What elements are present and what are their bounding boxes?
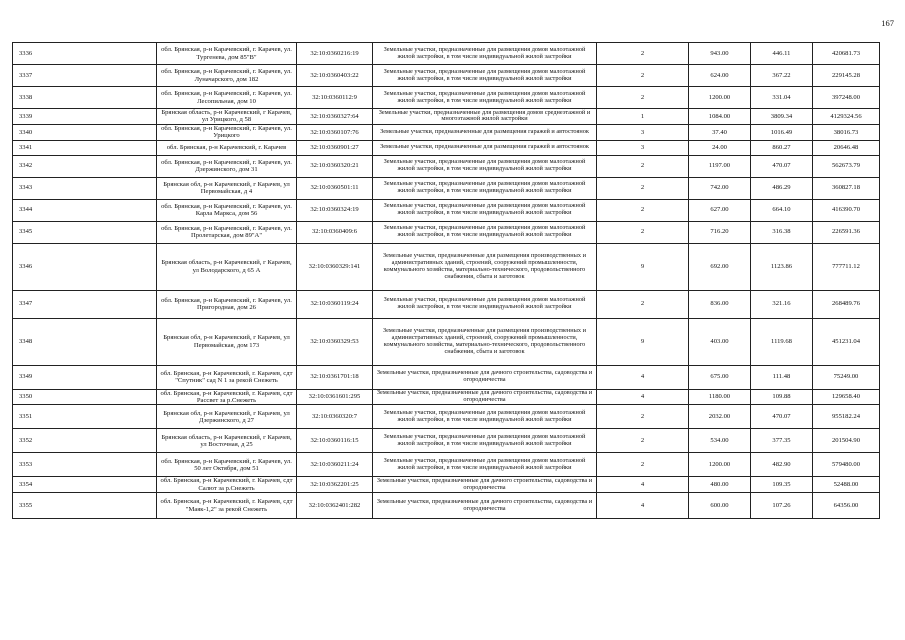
- table-row: [13, 365, 880, 389]
- rate-cell: 482.90: [751, 453, 813, 477]
- cadastral-number-cell: 32:10:0360116:15: [297, 429, 373, 453]
- group-cell: 2: [597, 199, 689, 221]
- address-cell: Брянская область, р-н Карачевский, г Карачев, ул Урицкого, д 58: [157, 109, 297, 125]
- group-cell: 4: [597, 493, 689, 519]
- address-cell: обл. Брянская, р-н Карачевский, г. Карачев, ул. Лесопильная, дом 10: [157, 87, 297, 109]
- land-use-cell: Земельные участки, предназначенные для размещения домов малоэтажной жилой застройки, в том числе индивидуальной жилой застройки: [373, 221, 597, 243]
- table-row: [13, 65, 880, 87]
- table-row: [13, 43, 880, 65]
- area-cell: 1084.00: [689, 109, 751, 125]
- address-cell: обл. Брянская, р-н Карачевский, г. Карачев, сдт "Маяк-1,2" за рекой Снежеть: [157, 493, 297, 519]
- rate-cell: 107.26: [751, 493, 813, 519]
- address-cell: обл. Брянская, р-н Карачевский, г. Карачев, ул. Пригородная, дом 26: [157, 290, 297, 318]
- land-use-cell: Земельные участки, предназначенные для размещения домов среднеэтажной и многоэтажной жилой застройки: [373, 109, 597, 125]
- cadastral-cost-cell: 75249.00: [813, 365, 880, 389]
- cadastral-number-cell: 32:10:0360119:24: [297, 290, 373, 318]
- address-cell: Брянская обл, р-н Карачевский, г Карачев, ул Дзержинского, д 27: [157, 405, 297, 429]
- address-cell: обл. Брянская, р-н Карачевский, г. Карачев, ул. Луначарского, дом 182: [157, 65, 297, 87]
- table-row: [13, 155, 880, 177]
- cadastral-cost-cell: 229145.28: [813, 65, 880, 87]
- cadastral-cost-cell: 416390.70: [813, 199, 880, 221]
- rate-cell: 3809.34: [751, 109, 813, 125]
- land-use-cell: Земельные участки, предназначенные для дачного строительства, садоводства и огородничества: [373, 389, 597, 405]
- cadastral-cost-cell: 420681.73: [813, 43, 880, 65]
- address-cell: обл. Брянская, р-н Карачевский, г. Карачев, сдт Салют за р.Снежеть: [157, 477, 297, 493]
- cadastral-number-cell: 32:10:0361701:18: [297, 365, 373, 389]
- row-number: 3342: [13, 155, 157, 177]
- group-cell: 4: [597, 477, 689, 493]
- cadastral-number-cell: 32:10:0362401:282: [297, 493, 373, 519]
- land-use-cell: Земельные участки, предназначенные для размещения домов малоэтажной жилой застройки, в том числе индивидуальной жилой застройки: [373, 87, 597, 109]
- table-row: [13, 199, 880, 221]
- address-cell: обл. Брянская, р-н Карачевский, г. Карачев, ул. Урицкого: [157, 124, 297, 140]
- area-cell: 2032.00: [689, 405, 751, 429]
- address-cell: обл. Брянская, р-н Карачевский, г. Карачев, ул. Тургенева, дом 85"В": [157, 43, 297, 65]
- cadastral-number-cell: 32:10:0360327:64: [297, 109, 373, 125]
- address-cell: Брянская обл, р-н Карачевский, г Карачев, ул Первомайская, дом 173: [157, 318, 297, 365]
- address-cell: Брянская область, р-н Карачевский, г Карачев, ул Восточная, д 25: [157, 429, 297, 453]
- area-cell: 624.00: [689, 65, 751, 87]
- area-cell: 716.20: [689, 221, 751, 243]
- group-cell: 2: [597, 177, 689, 199]
- row-number: 3348: [13, 318, 157, 365]
- cadastral-cost-cell: 52488.00: [813, 477, 880, 493]
- address-cell: обл. Брянская, р-н Карачевский, г. Карачев, ул. Дзержинского, дом 31: [157, 155, 297, 177]
- row-number: 3351: [13, 405, 157, 429]
- area-cell: 37.40: [689, 124, 751, 140]
- table-row: [13, 389, 880, 405]
- area-cell: 480.00: [689, 477, 751, 493]
- area-cell: 24.00: [689, 140, 751, 155]
- land-use-cell: Земельные участки, предназначенные для размещения гаражей и автостоянок: [373, 124, 597, 140]
- area-cell: 692.00: [689, 243, 751, 290]
- table-row: [13, 87, 880, 109]
- cadastral-number-cell: 32:10:0360216:19: [297, 43, 373, 65]
- rate-cell: 470.07: [751, 405, 813, 429]
- group-cell: 3: [597, 124, 689, 140]
- group-cell: 2: [597, 405, 689, 429]
- land-use-cell: Земельные участки, предназначенные для размещения домов малоэтажной жилой застройки, в том числе индивидуальной жилой застройки: [373, 199, 597, 221]
- group-cell: 2: [597, 429, 689, 453]
- table-row: [13, 221, 880, 243]
- area-cell: 675.00: [689, 365, 751, 389]
- area-cell: 1200.00: [689, 87, 751, 109]
- table-row: [13, 493, 880, 519]
- row-number: 3337: [13, 65, 157, 87]
- row-number: 3349: [13, 365, 157, 389]
- land-use-cell: Земельные участки, предназначенные для размещения домов малоэтажной жилой застройки, в том числе индивидуальной жилой застройки: [373, 43, 597, 65]
- cadastral-number-cell: 32:10:0360324:19: [297, 199, 373, 221]
- rate-cell: 111.48: [751, 365, 813, 389]
- cadastral-number-cell: 32:10:0360112:9: [297, 87, 373, 109]
- land-use-cell: Земельные участки, предназначенные для размещения домов малоэтажной жилой застройки, в том числе индивидуальной жилой застройки: [373, 429, 597, 453]
- land-use-cell: Земельные участки, предназначенные для размещения производственных и административных зданий, строений, сооружений промышленности, коммунального хозяйства, материально-технического, продовольственного снабжения, сбыта и заготовок: [373, 243, 597, 290]
- table-row: [13, 453, 880, 477]
- group-cell: 2: [597, 43, 689, 65]
- row-number: 3338: [13, 87, 157, 109]
- row-number: 3350: [13, 389, 157, 405]
- cadastral-cost-cell: 20646.48: [813, 140, 880, 155]
- cadastral-cost-cell: 451231.04: [813, 318, 880, 365]
- group-cell: 2: [597, 221, 689, 243]
- row-number: 3352: [13, 429, 157, 453]
- row-number: 3341: [13, 140, 157, 155]
- group-cell: 9: [597, 243, 689, 290]
- rate-cell: 316.38: [751, 221, 813, 243]
- address-cell: обл. Брянская, р-н Карачевский, г. Карачев, ул. Пролетарская, дом 89"А": [157, 221, 297, 243]
- address-cell: Брянская обл, р-н Карачевский, г Карачев, ул Первомайская, д 4: [157, 177, 297, 199]
- rate-cell: 486.29: [751, 177, 813, 199]
- area-cell: 1197.00: [689, 155, 751, 177]
- row-number: 3346: [13, 243, 157, 290]
- cadastral-cost-cell: 268489.76: [813, 290, 880, 318]
- group-cell: 3: [597, 140, 689, 155]
- area-cell: 1200.00: [689, 453, 751, 477]
- cadastral-cost-cell: 360827.18: [813, 177, 880, 199]
- cadastral-cost-cell: 226591.36: [813, 221, 880, 243]
- row-number: 3345: [13, 221, 157, 243]
- table-row: [13, 109, 880, 125]
- rate-cell: 446.11: [751, 43, 813, 65]
- cadastral-cost-cell: 38016.73: [813, 124, 880, 140]
- address-cell: обл. Брянская, р-н Карачевский, г. Карачев: [157, 140, 297, 155]
- table-row: [13, 405, 880, 429]
- table-row: [13, 177, 880, 199]
- cadastral-cost-cell: 579480.00: [813, 453, 880, 477]
- area-cell: 943.00: [689, 43, 751, 65]
- land-use-cell: Земельные участки, предназначенные для размещения домов малоэтажной жилой застройки, в том числе индивидуальной жилой застройки: [373, 405, 597, 429]
- land-use-cell: Земельные участки, предназначенные для размещения домов малоэтажной жилой застройки, в том числе индивидуальной жилой застройки: [373, 290, 597, 318]
- rate-cell: 321.16: [751, 290, 813, 318]
- table-row: [13, 477, 880, 493]
- table-row: [13, 243, 880, 290]
- land-use-cell: Земельные участки, предназначенные для размещения домов малоэтажной жилой застройки, в том числе индивидуальной жилой застройки: [373, 453, 597, 477]
- table-row: [13, 290, 880, 318]
- cadastral-number-cell: 32:10:0361601:295: [297, 389, 373, 405]
- group-cell: 4: [597, 389, 689, 405]
- cadastral-number-cell: 32:10:0360409:6: [297, 221, 373, 243]
- row-number: 3353: [13, 453, 157, 477]
- table-body: [13, 43, 880, 519]
- address-cell: обл. Брянская, р-н Карачевский, г. Карачев, ул. 50 лет Октября, дом 51: [157, 453, 297, 477]
- row-number: 3347: [13, 290, 157, 318]
- row-number: 3336: [13, 43, 157, 65]
- land-use-cell: Земельные участки, предназначенные для размещения гаражей и автостоянок: [373, 140, 597, 155]
- cadastral-number-cell: 32:10:0362201:25: [297, 477, 373, 493]
- cadastral-number-cell: 32:10:0360211:24: [297, 453, 373, 477]
- land-use-cell: Земельные участки, предназначенные для размещения домов малоэтажной жилой застройки, в том числе индивидуальной жилой застройки: [373, 65, 597, 87]
- area-cell: 600.00: [689, 493, 751, 519]
- address-cell: обл. Брянская, р-н Карачевский, г. Карачев, ул. Карла Маркса, дом 56: [157, 199, 297, 221]
- cadastral-table: [12, 42, 880, 519]
- rate-cell: 367.22: [751, 65, 813, 87]
- rate-cell: 470.07: [751, 155, 813, 177]
- address-cell: Брянская область, р-н Карачевский, г Карачев, ул Володарского, д 65 А: [157, 243, 297, 290]
- land-use-cell: Земельные участки, предназначенные для размещения домов малоэтажной жилой застройки, в том числе индивидуальной жилой застройки: [373, 177, 597, 199]
- land-use-cell: Земельные участки, предназначенные для размещения производственных и административных зданий, строений, сооружений промышленности, коммунального хозяйства, материально-технического, продовольственного снабжения, сбыта и заготовок: [373, 318, 597, 365]
- rate-cell: 1119.68: [751, 318, 813, 365]
- cadastral-number-cell: 32:10:0360403:22: [297, 65, 373, 87]
- rate-cell: 1016.49: [751, 124, 813, 140]
- group-cell: 2: [597, 65, 689, 87]
- row-number: 3339: [13, 109, 157, 125]
- cadastral-number-cell: 32:10:0360320:7: [297, 405, 373, 429]
- address-cell: обл. Брянская, р-н Карачевский, г. Карачев, сдт Рассвет за р.Снежеть: [157, 389, 297, 405]
- group-cell: 1: [597, 109, 689, 125]
- group-cell: 4: [597, 365, 689, 389]
- group-cell: 2: [597, 290, 689, 318]
- group-cell: 2: [597, 155, 689, 177]
- cadastral-cost-cell: 4129324.56: [813, 109, 880, 125]
- land-use-cell: Земельные участки, предназначенные для дачного строительства, садоводства и огородничества: [373, 493, 597, 519]
- area-cell: 742.00: [689, 177, 751, 199]
- rate-cell: 664.10: [751, 199, 813, 221]
- row-number: 3343: [13, 177, 157, 199]
- cadastral-number-cell: 32:10:0360320:21: [297, 155, 373, 177]
- cadastral-number-cell: 32:10:0360107:76: [297, 124, 373, 140]
- cadastral-number-cell: 32:10:0360501:11: [297, 177, 373, 199]
- rate-cell: 109.35: [751, 477, 813, 493]
- table-row: [13, 429, 880, 453]
- cadastral-number-cell: 32:10:0360329:141: [297, 243, 373, 290]
- land-use-cell: Земельные участки, предназначенные для дачного строительства, садоводства и огородничества: [373, 477, 597, 493]
- cadastral-cost-cell: 129658.40: [813, 389, 880, 405]
- land-use-cell: Земельные участки, предназначенные для дачного строительства, садоводства и огородничества: [373, 365, 597, 389]
- area-cell: 836.00: [689, 290, 751, 318]
- cadastral-cost-cell: 64356.00: [813, 493, 880, 519]
- row-number: 3355: [13, 493, 157, 519]
- cadastral-cost-cell: 397248.00: [813, 87, 880, 109]
- table-row: [13, 124, 880, 140]
- cadastral-cost-cell: 201504.90: [813, 429, 880, 453]
- row-number: 3354: [13, 477, 157, 493]
- rate-cell: 109.88: [751, 389, 813, 405]
- table-row: [13, 140, 880, 155]
- cadastral-cost-cell: 562673.79: [813, 155, 880, 177]
- row-number: 3344: [13, 199, 157, 221]
- row-number: 3340: [13, 124, 157, 140]
- cadastral-number-cell: 32:10:0360901:27: [297, 140, 373, 155]
- area-cell: 1180.00: [689, 389, 751, 405]
- land-use-cell: Земельные участки, предназначенные для размещения домов малоэтажной жилой застройки, в том числе индивидуальной жилой застройки: [373, 155, 597, 177]
- area-cell: 534.00: [689, 429, 751, 453]
- area-cell: 403.00: [689, 318, 751, 365]
- address-cell: обл. Брянская, р-н Карачевский, г. Карачев, сдт "Спутник" сад N 1 за рекой Снежеть: [157, 365, 297, 389]
- page-number: 167: [881, 18, 894, 28]
- rate-cell: 377.35: [751, 429, 813, 453]
- table-row: [13, 318, 880, 365]
- group-cell: 2: [597, 87, 689, 109]
- group-cell: 9: [597, 318, 689, 365]
- rate-cell: 1123.86: [751, 243, 813, 290]
- rate-cell: 860.27: [751, 140, 813, 155]
- cadastral-cost-cell: 955182.24: [813, 405, 880, 429]
- group-cell: 2: [597, 453, 689, 477]
- cadastral-number-cell: 32:10:0360329:53: [297, 318, 373, 365]
- area-cell: 627.00: [689, 199, 751, 221]
- rate-cell: 331.04: [751, 87, 813, 109]
- cadastral-cost-cell: 777711.12: [813, 243, 880, 290]
